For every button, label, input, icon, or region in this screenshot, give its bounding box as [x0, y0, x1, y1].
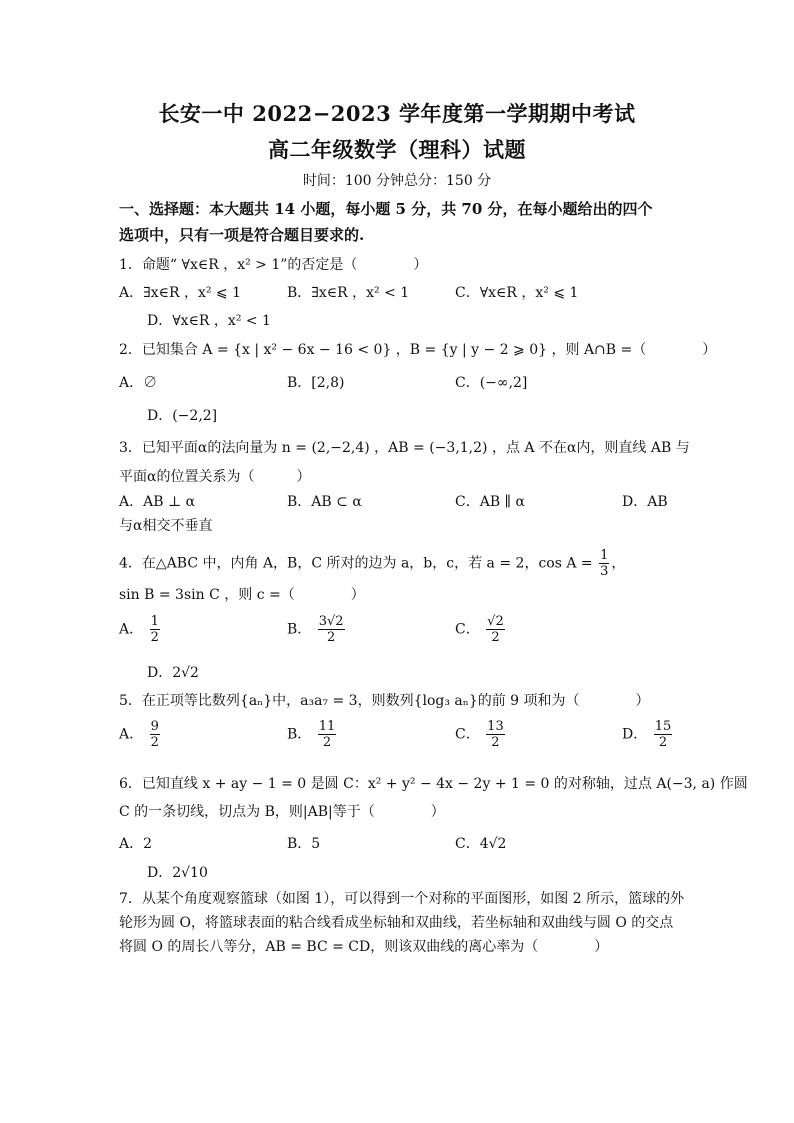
q4-option-b-label: B． [287, 621, 312, 638]
q5-option-a-label: A． [119, 726, 144, 743]
section-heading-line1: 一、选择题：本大题共 14 小题，每小题 5 分，共 70 分，在每小题给出的四个 [119, 200, 653, 218]
q5-option-c-denominator: 2 [491, 735, 500, 750]
q4-option-b-denominator: 2 [327, 630, 336, 645]
q5-option-c [455, 719, 507, 750]
q3-option-a: A．AB ⊥ α [119, 494, 196, 510]
q4-option-c-numerator: √2 [487, 614, 504, 629]
q6-option-b: B．5 [287, 836, 321, 852]
exam-title: 长安一中 2022−2023 学年度第一学期期中考试 [158, 101, 636, 126]
q1-option-d: D．∀x∈R ，x² < 1 [147, 313, 271, 329]
q3-option-d-continued: 与α相交不垂直 [119, 518, 213, 534]
q4-stem-text: 4．在△ABC 中，内角 A，B，C 所对的边为 a，b，c，若 a = 2，cos A = [119, 555, 593, 572]
q1-option-c: C．∀x∈R ，x² ⩽ 1 [455, 285, 579, 301]
q3-stem-line1: 3．已知平面α的法向量为 n = (2,−2,4) ，AB = (−3,1,2) ，点 A 不在α内，则直线 AB 与 [119, 440, 690, 456]
q5-option-a-fraction [150, 719, 160, 750]
q5-option-b-label: B． [287, 726, 312, 743]
q2-option-c: C．(−∞,2] [455, 375, 528, 391]
q4-cos-denominator: 3 [600, 564, 609, 579]
q7-line2: 轮形为圆 O，将篮球表面的粘合线看成坐标轴和双曲线，若坐标轴和双曲线与圆 O 的交点 [119, 915, 674, 931]
q4-cos-numerator: 1 [600, 548, 609, 563]
q4-option-a-fraction [150, 614, 160, 645]
q4-option-b [287, 614, 347, 645]
q5-option-d-denominator: 2 [658, 735, 668, 750]
q4-cos-fraction [599, 548, 609, 579]
q5-option-d-label: D． [622, 726, 648, 743]
q3-option-b: B．AB ⊂ α [287, 494, 362, 510]
q7-line3: 将圆 O 的周长八等分，AB = BC = CD，则该双曲线的离心率为（ ） [119, 939, 609, 955]
q5-option-b-numerator: 11 [318, 719, 336, 734]
q4-stem-line2: sin B = 3sin C ，则 c =（ ） [119, 587, 365, 603]
q4-option-d: D．2√2 [147, 665, 199, 681]
q5-option-a-denominator: 2 [150, 735, 159, 750]
q3-stem-line2: 平面α的位置关系为（ ） [119, 469, 311, 485]
q5-option-c-label: C． [455, 726, 480, 743]
q5-option-b [287, 719, 338, 750]
q1-stem: 1．命题“ ∀x∈R ，x² > 1”的否定是（ ） [119, 257, 428, 273]
q4-option-c-label: C． [455, 621, 480, 638]
q2-option-b: B．[2,8) [287, 375, 345, 391]
q4-option-a-label: A． [119, 621, 144, 638]
q5-option-c-fraction [486, 719, 505, 750]
q4-comma: ， [611, 555, 626, 572]
q5-option-d-fraction [654, 719, 673, 750]
q2-option-d: D．(−2,2] [147, 408, 218, 424]
q5-option-a-numerator: 9 [150, 719, 159, 734]
q4-option-c-denominator: 2 [491, 630, 500, 645]
q6-option-c: C．4√2 [455, 836, 507, 852]
q6-stem-line1: 6．已知直线 x + ay − 1 = 0 是圆 C：x² + y² − 4x − 2y + 1 = 0 的对称轴，过点 A(−3, a) 作圆 [119, 776, 748, 792]
exam-meta: 时间：100 分钟总分：150 分 [302, 173, 492, 189]
q4-option-a [119, 614, 162, 645]
q4-stem-line1 [119, 548, 625, 579]
q1-option-b: B．∃x∈R ，x² < 1 [287, 285, 410, 301]
q4-option-b-numerator: 3√2 [318, 614, 344, 629]
q4-option-c [455, 614, 507, 645]
q7-line1: 7．从某个角度观察篮球（如图 1），可以得到一个对称的平面图形，如图 2 所示，篮球的外 [119, 891, 685, 907]
q3-option-d: D．AB [622, 494, 668, 510]
q5-option-d [622, 719, 674, 750]
q4-option-b-fraction [318, 614, 345, 645]
q4-option-a-numerator: 1 [150, 614, 159, 629]
q5-option-b-fraction [318, 719, 337, 750]
q5-stem: 5．在正项等比数列{aₙ}中，a₃a₇ = 3，则数列{log₃ aₙ}的前 9 项和为（ ） [119, 693, 650, 709]
exam-subtitle: 高二年级数学（理科）试题 [268, 137, 526, 162]
q4-option-a-denominator: 2 [150, 630, 159, 645]
q2-stem: 2．已知集合 A = {x | x² − 6x − 16 < 0} ，B = {y | y − 2 ⩾ 0} ，则 A∩B =（ ） [119, 342, 717, 358]
q6-option-d: D．2√10 [147, 865, 208, 881]
section-heading-line2: 选项中，只有一项是符合题目要求的. [119, 226, 365, 244]
q5-option-a [119, 719, 162, 750]
q6-option-a: A．2 [119, 836, 153, 852]
q6-stem-line2: C 的一条切线，切点为 B，则|AB|等于（ ） [119, 804, 445, 820]
q2-option-a: A．∅ [119, 375, 158, 391]
q5-option-d-numerator: 15 [654, 719, 672, 734]
q3-option-c: C．AB ∥ α [455, 494, 525, 510]
q4-option-c-fraction [486, 614, 505, 645]
q1-option-a: A．∃x∈R ，x² ⩽ 1 [119, 285, 242, 301]
q5-option-b-denominator: 2 [322, 735, 332, 750]
q5-option-c-numerator: 13 [487, 719, 504, 734]
